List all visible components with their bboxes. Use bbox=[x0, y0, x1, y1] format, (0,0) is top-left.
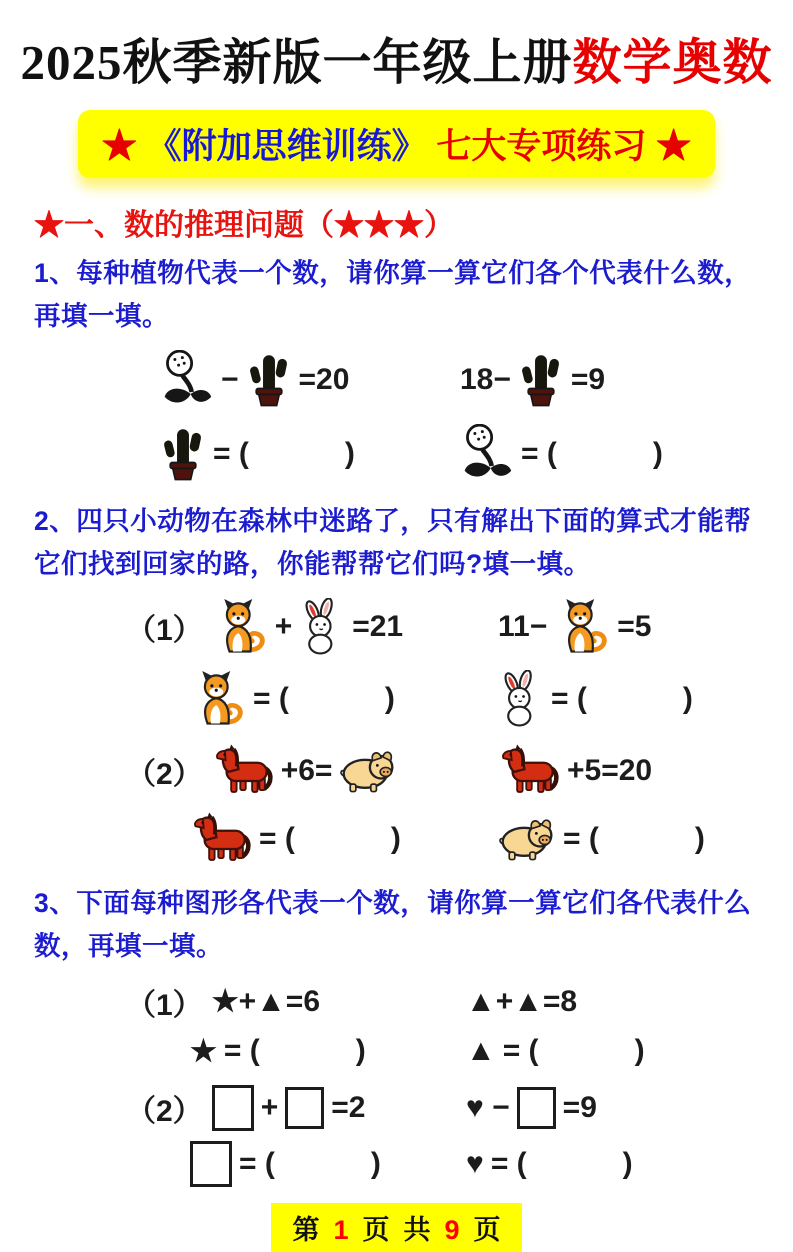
footer-text: 共 bbox=[403, 1214, 431, 1245]
subproblem-label: （1） bbox=[126, 613, 203, 647]
answer-line-star bbox=[126, 1034, 466, 1069]
equation-horse-plus-5 bbox=[498, 744, 793, 798]
horse-icon bbox=[190, 812, 252, 866]
equation-triangle-plus-triangle bbox=[466, 985, 793, 1019]
blank-open: = ( bbox=[563, 821, 599, 855]
title-red-text: 数学奥数 bbox=[572, 35, 773, 90]
problem-2-text: 2、四只小动物在森林中迷路了，只有解出下面的算式才能帮它们找到回家的路，你能帮帮它们吗?填一填。 bbox=[34, 505, 752, 579]
cactus-icon bbox=[518, 351, 564, 409]
footer-text: 页 bbox=[362, 1214, 390, 1245]
answer-line-flower bbox=[460, 424, 793, 484]
blank-open: = ( bbox=[223, 1034, 260, 1068]
fox-icon bbox=[554, 598, 610, 656]
answer-blank bbox=[253, 682, 395, 716]
flower-icon bbox=[160, 350, 214, 410]
blank-open: = ( bbox=[521, 436, 557, 470]
banner-row bbox=[0, 110, 793, 178]
total-page-number: 9 bbox=[444, 1214, 460, 1245]
equation-horse-plus-6-pig bbox=[126, 744, 498, 798]
answer-line-heart bbox=[466, 1147, 793, 1181]
blank-close: ) bbox=[390, 821, 401, 855]
blank-open: = ( bbox=[502, 1034, 539, 1068]
problem-1-equations bbox=[160, 350, 793, 484]
plus-operator: + bbox=[274, 609, 293, 643]
blank-open: = ( bbox=[213, 436, 249, 470]
square-shape bbox=[285, 1087, 324, 1129]
answer-line-horse bbox=[126, 812, 498, 866]
equation-heart-minus-square bbox=[466, 1087, 793, 1129]
answer-blank bbox=[224, 1034, 366, 1068]
blank-close: ) bbox=[652, 436, 663, 470]
equation-result: =2 bbox=[331, 1090, 366, 1124]
pig-icon bbox=[339, 748, 397, 794]
shape-equation: ★+▲=6 bbox=[211, 985, 320, 1019]
answer-line-square bbox=[126, 1141, 466, 1187]
blank-close: ) bbox=[370, 1146, 381, 1180]
subproblem-label: （2） bbox=[126, 757, 203, 791]
answer-blank bbox=[491, 1147, 633, 1181]
heart-minus-prefix: ♥ − bbox=[466, 1090, 510, 1124]
fox-icon bbox=[190, 670, 246, 728]
plus-operator: + bbox=[260, 1090, 279, 1124]
problem-1-text: 1、每种植物代表一个数，请你算一算它们各个代表什么数，再填一填。 bbox=[34, 258, 752, 331]
answer-blank bbox=[503, 1034, 645, 1068]
worksheet-page bbox=[0, 24, 793, 1245]
answer-blank bbox=[551, 682, 693, 716]
cactus-icon bbox=[246, 351, 292, 409]
blank-close: ) bbox=[694, 821, 705, 855]
triangle-shape: ▲ bbox=[466, 1034, 496, 1068]
minus-operator: − bbox=[221, 362, 239, 396]
answer-line-pig bbox=[498, 816, 793, 862]
footer-text: 页 bbox=[473, 1214, 501, 1245]
cactus-icon bbox=[160, 425, 206, 483]
horse-icon bbox=[212, 744, 274, 798]
page-title bbox=[10, 24, 783, 94]
answer-blank bbox=[563, 822, 705, 856]
blank-close: ) bbox=[682, 681, 693, 715]
subproblem-label: （2） bbox=[126, 1094, 203, 1128]
blank-open: = ( bbox=[239, 1146, 275, 1180]
equation-result: =9 bbox=[562, 1090, 597, 1124]
equation-prefix: 11− bbox=[498, 609, 548, 643]
blank-open: = ( bbox=[259, 821, 295, 855]
section-1-heading: ★一、数的推理问题（★★★） bbox=[34, 209, 454, 242]
rabbit-icon bbox=[498, 670, 544, 728]
problem-3-text: 3、下面每种图形各代表一个数，请你算一算它们各代表什么数，再填一填。 bbox=[34, 887, 752, 961]
current-page-number: 1 bbox=[333, 1214, 349, 1245]
square-shape bbox=[517, 1087, 556, 1129]
subtitle-banner bbox=[78, 110, 715, 178]
equation-flower-minus-cactus bbox=[160, 350, 460, 410]
blank-open: = ( bbox=[551, 681, 587, 715]
footer-text: 第 bbox=[292, 1214, 320, 1245]
equation-fox-plus-rabbit bbox=[126, 598, 498, 656]
equation-result: =5 bbox=[617, 609, 652, 643]
star-icon: ★ bbox=[101, 127, 137, 166]
equation-18-minus-cactus bbox=[460, 351, 793, 409]
problem-2-group-2 bbox=[126, 744, 793, 866]
answer-line-fox bbox=[126, 670, 498, 728]
star-icon: ★ bbox=[656, 127, 692, 166]
square-shape bbox=[212, 1085, 254, 1131]
equation-middle: +6= bbox=[280, 753, 333, 787]
problem-2-group-1 bbox=[126, 598, 793, 728]
pig-icon bbox=[498, 816, 556, 862]
answer-blank bbox=[213, 437, 355, 471]
problem-3-group-1 bbox=[126, 980, 793, 1069]
blank-close: ) bbox=[622, 1146, 633, 1180]
footer-row bbox=[0, 1203, 793, 1252]
title-black-text: 2025秋季新版一年级上册 bbox=[20, 35, 573, 90]
answer-line-rabbit bbox=[498, 670, 793, 728]
answer-blank bbox=[259, 822, 401, 856]
equation-result: =20 bbox=[298, 362, 350, 396]
flower-icon bbox=[460, 424, 514, 484]
equation-result: =9 bbox=[570, 362, 606, 396]
equation-star-plus-triangle bbox=[126, 980, 466, 1024]
problem-3-group-2 bbox=[126, 1085, 793, 1187]
equation-suffix: +5=20 bbox=[567, 753, 653, 787]
blank-close: ) bbox=[344, 436, 355, 470]
heart-shape: ♥ bbox=[466, 1146, 484, 1180]
rabbit-icon bbox=[299, 598, 345, 656]
blank-close: ) bbox=[634, 1034, 645, 1068]
blank-open: = ( bbox=[253, 681, 289, 715]
answer-line-triangle bbox=[466, 1034, 793, 1068]
horse-icon bbox=[498, 744, 560, 798]
square-shape bbox=[190, 1141, 232, 1187]
subproblem-label: （1） bbox=[126, 988, 203, 1022]
answer-blank bbox=[521, 437, 663, 471]
equation-result: =21 bbox=[352, 609, 404, 643]
blank-close: ) bbox=[355, 1034, 366, 1068]
fox-icon bbox=[212, 598, 268, 656]
answer-line-cactus bbox=[160, 425, 460, 483]
blank-open: = ( bbox=[490, 1146, 527, 1180]
shape-equation: ▲+▲=8 bbox=[466, 984, 578, 1018]
star-shape: ★ bbox=[190, 1034, 217, 1068]
equation-square-plus-square bbox=[126, 1085, 466, 1131]
banner-red-text: 七大专项练习 bbox=[436, 127, 647, 166]
answer-blank bbox=[239, 1147, 381, 1181]
blank-close: ) bbox=[384, 681, 395, 715]
banner-blue-text: 《附加思维训练》 bbox=[146, 127, 427, 166]
equation-11-minus-fox bbox=[498, 598, 793, 656]
equation-prefix: 18− bbox=[460, 362, 511, 396]
page-indicator bbox=[271, 1203, 521, 1252]
